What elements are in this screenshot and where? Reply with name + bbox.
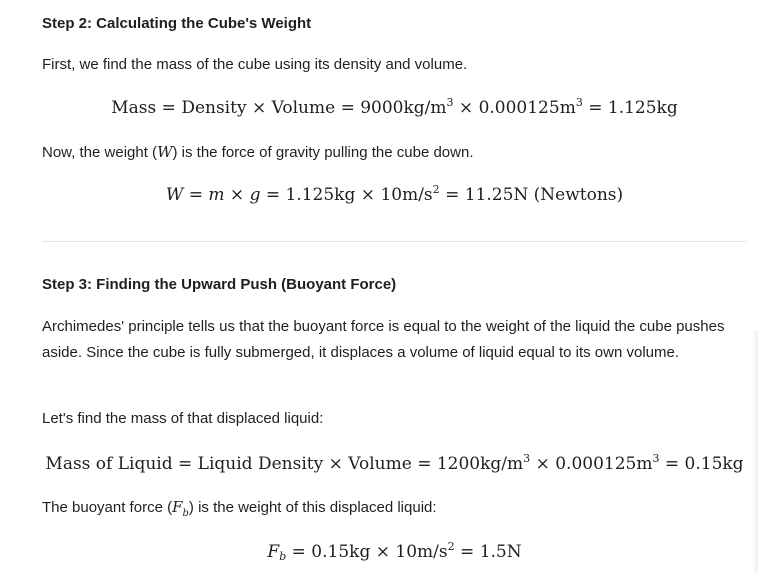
buoyant-force-equation: $F_b = 0.15kg \times 10m/s^2 = 1.5N$ (267, 540, 522, 563)
mass-equation: Mass = Density × Volume = $9000kg/m^3 \times 0.000125m^3 = 1.125kg$ (111, 96, 678, 118)
weight-intro-text: Now, the weight (W) is the force of gravity pulling the cube down. (42, 143, 474, 161)
weight-equation: $W = m \times g = 1.125kg \times 10m/s^2 = 11.25N$ (Newtons) (165, 183, 624, 205)
liquid-mass-equation: Mass of Liquid = Liquid Density × Volume = $1200kg/m^3 \times 0.000125m^3 = 0.15kg$ (45, 452, 744, 474)
section-divider (42, 241, 747, 242)
displaced-liquid-intro: Let's find the mass of that displaced liquid: (42, 410, 324, 427)
buoyant-force-intro: The buoyant force $(F_b)$ is the weight of this displaced liquid: (42, 498, 437, 519)
step2-intro-text: First, we find the mass of the cube using its density and volume. (42, 56, 468, 73)
right-edge-shadow (752, 330, 758, 573)
step2-heading: Step 2: Calculating the Cube's Weight (42, 15, 312, 32)
step3-heading: Step 3: Finding the Upward Push (Buoyant Force) (42, 276, 397, 293)
archimedes-paragraph: Archimedes' principle tells us that the buoyant force is equal to the weight of the liquid the cube pushes aside. Since the cube is fully submerged, it displaces a volume of liquid equal to its own volume. (42, 318, 725, 361)
